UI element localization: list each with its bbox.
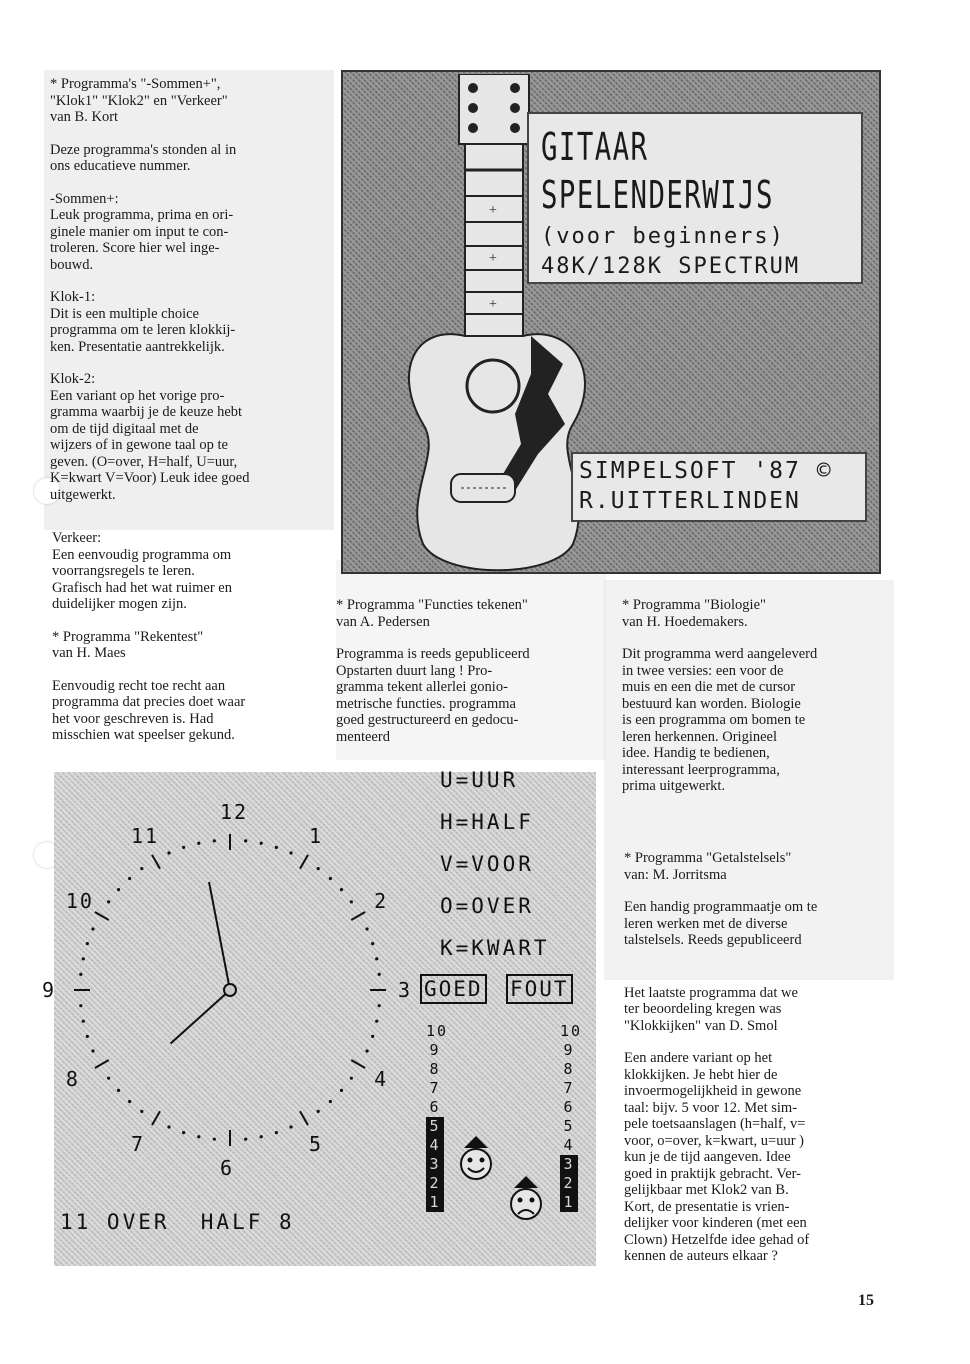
score-step: 3 — [560, 1155, 578, 1174]
clock-numeral: 1 — [309, 823, 324, 848]
review-biologie-text: Dit programma werd aangeleverd in twee versies: een voor de muis en een die met de cursor bestuurd kan worden. Biologie is een programma om bomen te leren herkennen. Origineel idee. Handig te bedienen, interessant leerprogramma, prima uitgewerkt. — [622, 646, 818, 794]
svg-text:+: + — [489, 203, 497, 218]
review-klok2-text: Klok-2: Een variant op het vorige pro- gramma waarbij je de keuze hebt om de tijd digitaal met de wijzers of in gewone taal op te geven. (O=over, H=half, U=uur, K=kwart V=Voor) Leuk idee goed uitgewerkt. — [50, 371, 250, 503]
minute-dot — [340, 1089, 343, 1092]
minute-dot — [275, 1131, 278, 1134]
menu-uur: U=UUR — [440, 768, 519, 792]
clock-face — [54, 772, 414, 1202]
hour-tick — [152, 855, 160, 869]
title-line-gitaar: GITAAR — [541, 125, 649, 169]
score-step: 3 — [426, 1155, 444, 1174]
clock-numeral: 9 — [42, 978, 57, 1002]
review-sommen-text: -Sommen+: Leuk programma, prima en ori- ginele manier om input te con- troleren. Score hier wel inge- bouwd. — [50, 190, 234, 273]
left-column — [50, 76, 332, 519]
fout-score-scale — [560, 1022, 583, 1212]
hour-tick — [351, 912, 365, 920]
score-step: 1 — [560, 1193, 578, 1212]
minute-dot — [329, 1100, 332, 1103]
minute-dot — [128, 1100, 131, 1103]
review-functies-heading: * Programma "Functies tekenen" van A. Pedersen — [336, 597, 528, 630]
hour-tick — [152, 1111, 160, 1125]
minute-dot — [365, 1049, 368, 1052]
right-column-lower — [624, 850, 892, 1281]
minute-dot — [167, 1125, 170, 1128]
minute-dot — [260, 842, 263, 845]
minute-dot — [117, 888, 120, 891]
minute-dot — [260, 1135, 263, 1138]
minute-hand — [171, 990, 230, 1044]
title-line-voor-beginners: (voor beginners) — [541, 224, 785, 249]
review-getalstelsels-text: Een handig programmaatje om te leren werken met de diverse talstelsels. Reeds gepubliceerd — [624, 899, 818, 948]
score-step: 7 — [563, 1079, 575, 1097]
clock-numeral: 5 — [309, 1132, 324, 1157]
minute-dot — [86, 1035, 89, 1038]
clock-numeral: 2 — [374, 889, 389, 913]
score-step: 5 — [426, 1117, 444, 1136]
minute-dot — [317, 867, 320, 870]
menu-kwart: K=KWART — [440, 936, 550, 960]
score-step: 10 — [426, 1022, 449, 1040]
score-step: 9 — [563, 1041, 575, 1059]
title-line-spelenderwijs: SPELENDERWIJS — [541, 173, 774, 217]
minute-dot — [340, 888, 343, 891]
score-step: 5 — [563, 1117, 575, 1135]
score-step: 9 — [429, 1041, 441, 1059]
left-column-lower — [52, 530, 334, 760]
middle-column — [336, 597, 606, 761]
clock-numeral: 10 — [65, 889, 94, 913]
hour-tick — [95, 1060, 109, 1068]
clock-numeral: 6 — [220, 1156, 235, 1180]
minute-dot — [82, 957, 85, 960]
minute-dot — [140, 867, 143, 870]
minute-dot — [213, 1138, 216, 1141]
right-column — [622, 597, 890, 811]
clock-numeral: 12 — [220, 800, 249, 824]
minute-dot — [365, 927, 368, 930]
menu-over: O=OVER — [440, 894, 534, 918]
review-sommen-klok-verkeer-heading: * Programma's "-Sommen+", "Klok1" "Klok2" en "Verkeer" van B. Kort — [50, 76, 228, 125]
goed-label: GOED — [420, 974, 487, 1004]
score-step: 10 — [560, 1022, 583, 1040]
clock-numeral: 8 — [65, 1067, 80, 1091]
review-biologie-heading: * Programma "Biologie" van H. Hoedemakers. — [622, 597, 766, 630]
credit-simpelsoft: SIMPELSOFT '87 © — [579, 458, 833, 484]
minute-dot — [244, 1138, 247, 1141]
score-step: 6 — [563, 1098, 575, 1116]
minute-dot — [378, 973, 381, 976]
clock-numeral: 3 — [398, 978, 413, 1002]
review-verkeer-text: Verkeer: Een eenvoudig programma om voorrangsregels te leren. Grafisch had het wat ruimer en duidelijker mogen zijn. — [52, 530, 232, 612]
review-functies-text: Programma is reeds gepubliceerd Opstarten duurt lang ! Pro- gramma tekent allerlei gonio- metrische functies. programma goed gestructureerd en gedocu- menteerd — [336, 646, 530, 745]
minute-dot — [91, 927, 94, 930]
minute-dot — [79, 1004, 82, 1007]
menu-voor: V=VOOR — [440, 852, 534, 876]
minute-dot — [375, 1020, 378, 1023]
minute-dot — [107, 1077, 110, 1080]
happy-clown-icon — [456, 1134, 496, 1186]
minute-dot — [107, 900, 110, 903]
credit-panel — [571, 452, 867, 522]
score-step: 8 — [563, 1060, 575, 1078]
goed-score-scale — [426, 1022, 449, 1212]
score-step: 7 — [429, 1079, 441, 1097]
review-klokkijken-heading: Het laatste programma dat we ter beoordeling kregen was "Klokkijken" van D. Smol — [624, 984, 798, 1034]
minute-dot — [197, 1135, 200, 1138]
minute-dot — [197, 842, 200, 845]
minute-dot — [317, 1110, 320, 1113]
review-klok1-text: Klok-1: Dit is een multiple choice programma om te leren klokkij- ken. Presentatie aantrekkelijk. — [50, 289, 236, 355]
minute-dot — [117, 1089, 120, 1092]
minute-dot — [91, 1049, 94, 1052]
time-readout: 11 OVER HALF 8 — [60, 1210, 295, 1234]
hour-tick — [300, 1111, 308, 1125]
review-klokkijken-text: Een andere variant op het klokkijken. Je hebt hier de invoermogelijkheid in gewone taal: bijv. 5 voor 12. Met sim- pele toetsaanslagen (h=half, v= voor, o=over, k=kwart, u=uur ) kun je de tijd aangeven. Idee goed in praktijk gebracht. Ver- gelijkbaar met Klok2 van B. Kort, de presentatie is vrien- delijker voor kinderen (met een Clown) Hetzelfde idee gehad of kennen de auteurs elkaar ? — [624, 1050, 810, 1264]
minute-dot — [275, 846, 278, 849]
hour-tick — [300, 855, 308, 869]
gitaar-title-screenshot — [341, 70, 881, 574]
minute-dot — [244, 839, 247, 842]
minute-dot — [182, 1131, 185, 1134]
klokkijken-screenshot — [42, 768, 596, 1266]
minute-dot — [350, 900, 353, 903]
score-step: 2 — [426, 1174, 444, 1193]
title-panel — [527, 112, 863, 284]
title-line-spectrum: 48K/128K SPECTRUM — [541, 254, 801, 279]
svg-text:+: + — [489, 251, 497, 266]
credit-author: R.UITTERLINDEN — [579, 488, 801, 514]
clock-numeral: 11 — [131, 823, 160, 848]
minute-dot — [329, 877, 332, 880]
minute-dot — [378, 1004, 381, 1007]
score-step: 8 — [429, 1060, 441, 1078]
review-rekentest-heading: * Programma "Rekentest" van H. Maes — [52, 628, 204, 661]
menu-half: H=HALF — [440, 810, 534, 834]
clock-numeral: 4 — [374, 1067, 389, 1091]
minute-dot — [289, 1125, 292, 1128]
score-step: 4 — [426, 1136, 444, 1155]
clock-center — [224, 984, 236, 996]
minute-dot — [167, 851, 170, 854]
clock-numeral: 7 — [131, 1132, 146, 1157]
minute-dot — [375, 957, 378, 960]
minute-dot — [82, 1020, 85, 1023]
minute-dot — [289, 851, 292, 854]
minute-dot — [213, 839, 216, 842]
hour-tick — [351, 1060, 365, 1068]
score-step: 1 — [426, 1193, 444, 1212]
minute-dot — [182, 846, 185, 849]
minute-dot — [86, 942, 89, 945]
hour-hand — [209, 882, 230, 990]
review-rekentest-text: Eenvoudig recht toe recht aan programma dat precies doet waar het voor geschreven is. Had misschien wat speelser gekund. — [52, 677, 246, 743]
minute-dot — [140, 1110, 143, 1113]
score-step: 6 — [429, 1098, 441, 1116]
minute-dot — [350, 1077, 353, 1080]
review-intro-text: Deze programma's stonden al in ons educatieve nummer. — [50, 141, 237, 174]
svg-text:+: + — [489, 297, 497, 312]
score-step: 2 — [560, 1174, 578, 1193]
minute-dot — [371, 1035, 374, 1038]
sad-clown-icon — [506, 1174, 546, 1226]
page-number: 15 — [858, 1292, 874, 1309]
minute-dot — [128, 877, 131, 880]
fout-label: FOUT — [506, 974, 573, 1004]
minute-dot — [371, 942, 374, 945]
minute-dot — [79, 973, 82, 976]
score-step: 4 — [563, 1136, 575, 1154]
review-getalstelsels-heading: * Programma "Getalstelsels" van: M. Jorritsma — [624, 850, 792, 883]
hour-tick — [95, 912, 109, 920]
